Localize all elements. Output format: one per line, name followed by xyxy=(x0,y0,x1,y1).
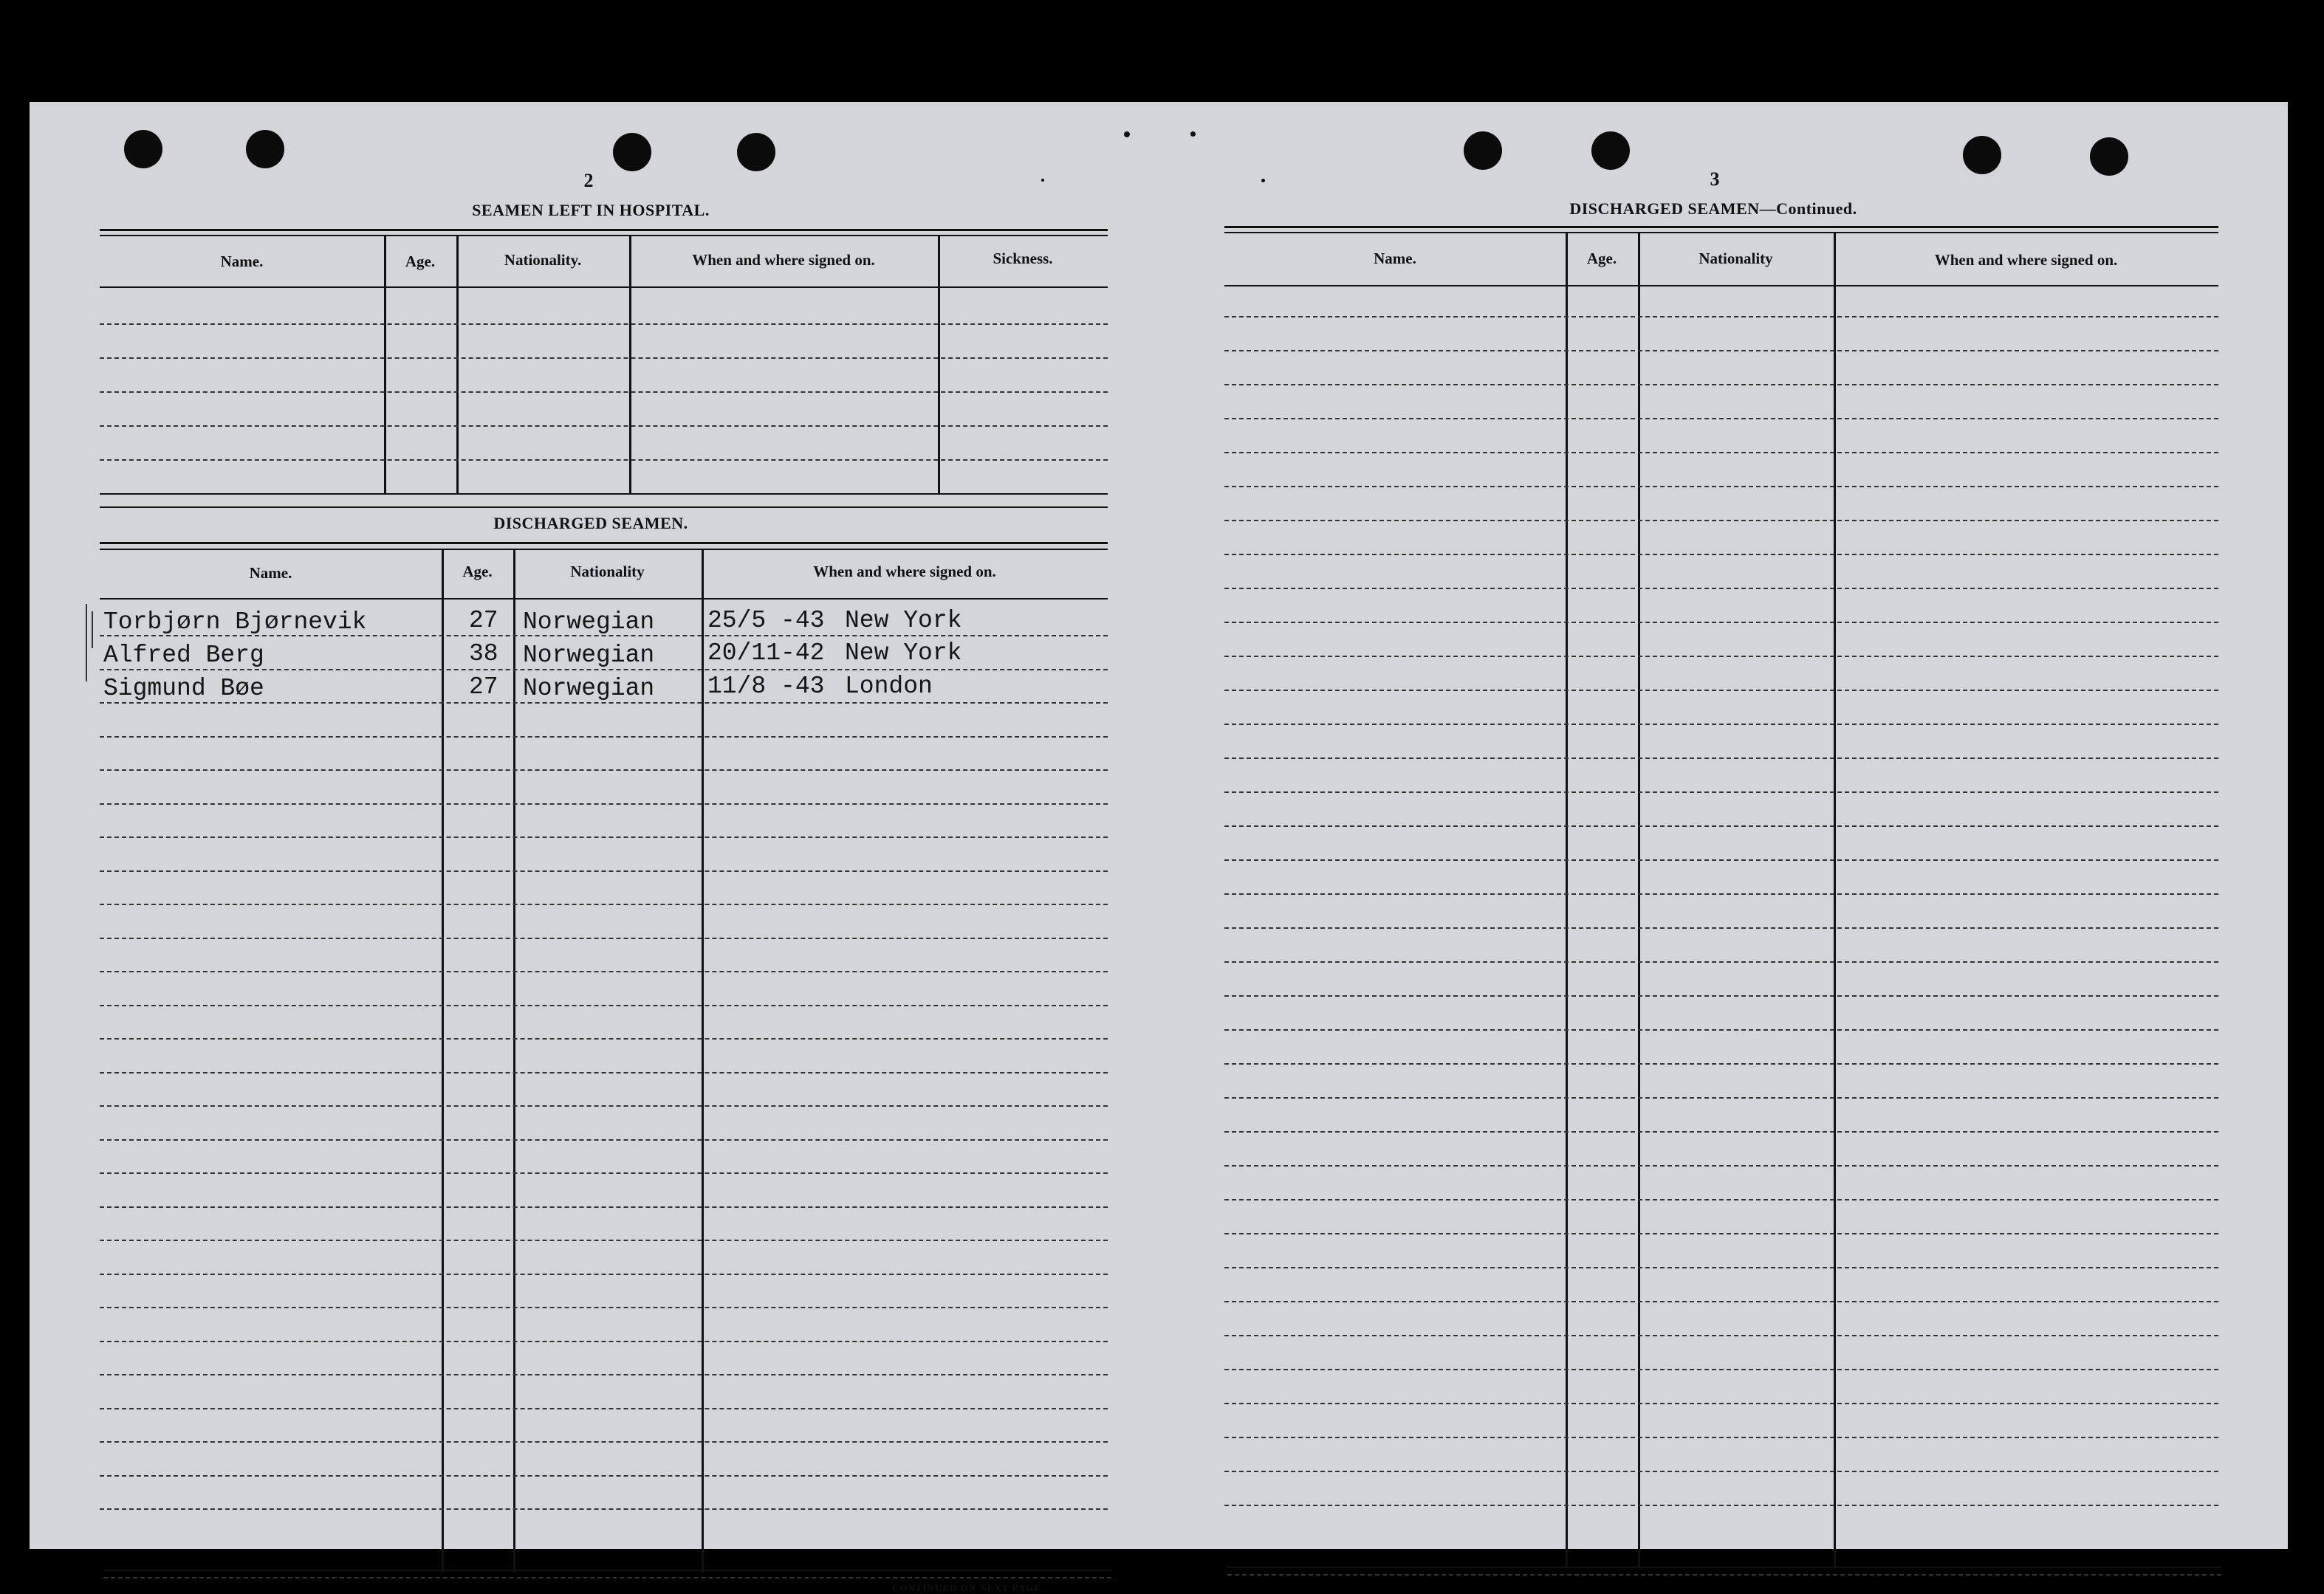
column-header-sickness: Sickness. xyxy=(993,250,1053,267)
seaman-nationality: Norwegian xyxy=(523,675,655,702)
seaman-age: 27 xyxy=(469,607,498,634)
column-header-nationality: Nationality xyxy=(1699,250,1773,267)
ruled-line xyxy=(1224,893,2218,895)
column-header-nationality: Nationality xyxy=(570,563,645,580)
discharged-section-title: DISCHARGED SEAMEN. xyxy=(493,514,688,532)
table-rule xyxy=(1224,285,2218,286)
ruled-line xyxy=(1224,1505,2218,1506)
ruled-line xyxy=(1224,622,2218,623)
ruled-line xyxy=(1224,1097,2218,1099)
page-number: 2 xyxy=(583,170,594,191)
seaman-name: Alfred Berg xyxy=(103,642,264,669)
ruled-line xyxy=(1224,656,2218,657)
ruled-line xyxy=(1224,1199,2218,1200)
ruled-line xyxy=(1224,1369,2218,1370)
column-header-age: Age. xyxy=(462,563,493,580)
hospital-section-title: SEAMEN LEFT IN HOSPITAL. xyxy=(472,201,710,219)
column-divider xyxy=(1566,233,1568,1568)
signed-on-date: 20/11-42 xyxy=(707,639,825,667)
ruled-line xyxy=(1224,452,2218,453)
ruled-line xyxy=(1224,724,2218,725)
ruled-line xyxy=(1224,791,2218,793)
table-rule xyxy=(103,1570,1111,1571)
ruled-line xyxy=(1224,1131,2218,1133)
right-page xyxy=(30,102,2288,1549)
table-rule xyxy=(1227,1567,2221,1568)
seaman-name: Sigmund Bøe xyxy=(103,675,264,702)
signed-on-place: New York xyxy=(845,639,962,667)
table-rule xyxy=(1224,232,2218,233)
signed-on-place: London xyxy=(845,673,933,700)
ruled-line xyxy=(1224,961,2218,963)
column-header-name: Name. xyxy=(249,564,292,582)
ledger-sheet xyxy=(30,102,2288,1593)
ruled-line xyxy=(1224,316,2218,317)
ruled-line xyxy=(1224,418,2218,419)
column-header-signed-on: When and where signed on. xyxy=(1934,251,2118,269)
ruled-line xyxy=(1224,1335,2218,1336)
ruled-line xyxy=(1224,554,2218,555)
continued-note: CONTINUED ON NEXT PAGE. xyxy=(892,1582,1044,1593)
column-divider xyxy=(1638,233,1640,1568)
seaman-nationality: Norwegian xyxy=(523,642,655,669)
column-header-nationality: Nationality. xyxy=(504,251,582,269)
column-header-signed-on: When and where signed on. xyxy=(692,251,875,269)
table-rule xyxy=(1224,226,2218,228)
ruled-line xyxy=(1224,1233,2218,1234)
ruled-line xyxy=(1224,384,2218,385)
seaman-age: 27 xyxy=(469,673,498,701)
ruled-line xyxy=(1224,1165,2218,1167)
page-number: 3 xyxy=(1710,168,1720,190)
ruled-line xyxy=(103,1577,1111,1578)
column-header-age: Age. xyxy=(405,253,436,270)
signed-on-date: 11/8 -43 xyxy=(707,673,825,700)
ruled-line xyxy=(1224,995,2218,997)
ruled-line xyxy=(1224,1029,2218,1031)
signed-on-place: New York xyxy=(845,607,962,634)
ruled-line xyxy=(1224,825,2218,827)
ruled-line xyxy=(1224,927,2218,929)
ruled-line xyxy=(1224,350,2218,351)
ruled-line xyxy=(1224,1267,2218,1268)
ruled-line xyxy=(1224,1471,2218,1472)
ruled-line xyxy=(1224,520,2218,521)
ruled-line xyxy=(1224,486,2218,487)
column-header-age: Age. xyxy=(1586,250,1617,267)
seaman-nationality: Norwegian xyxy=(523,608,655,636)
ruled-line xyxy=(1224,758,2218,759)
ruled-line xyxy=(1224,859,2218,861)
ruled-line xyxy=(1224,1063,2218,1065)
discharged-continued-title: DISCHARGED SEAMEN—Continued. xyxy=(1569,199,1857,218)
column-header-name: Name. xyxy=(220,253,264,270)
ruled-line xyxy=(1224,588,2218,589)
column-header-signed-on: When and where signed on. xyxy=(813,563,996,580)
ruled-line xyxy=(1227,1574,2221,1576)
seaman-name: Torbjørn Bjørnevik xyxy=(103,608,367,636)
ruled-line xyxy=(1224,690,2218,691)
seaman-age: 38 xyxy=(469,640,498,667)
ruled-line xyxy=(1224,1437,2218,1438)
column-divider xyxy=(1834,233,1836,1568)
signed-on-date: 25/5 -43 xyxy=(707,607,825,634)
ruled-line xyxy=(1224,1301,2218,1302)
ruled-line xyxy=(1224,1403,2218,1404)
column-header-name: Name. xyxy=(1374,250,1416,267)
